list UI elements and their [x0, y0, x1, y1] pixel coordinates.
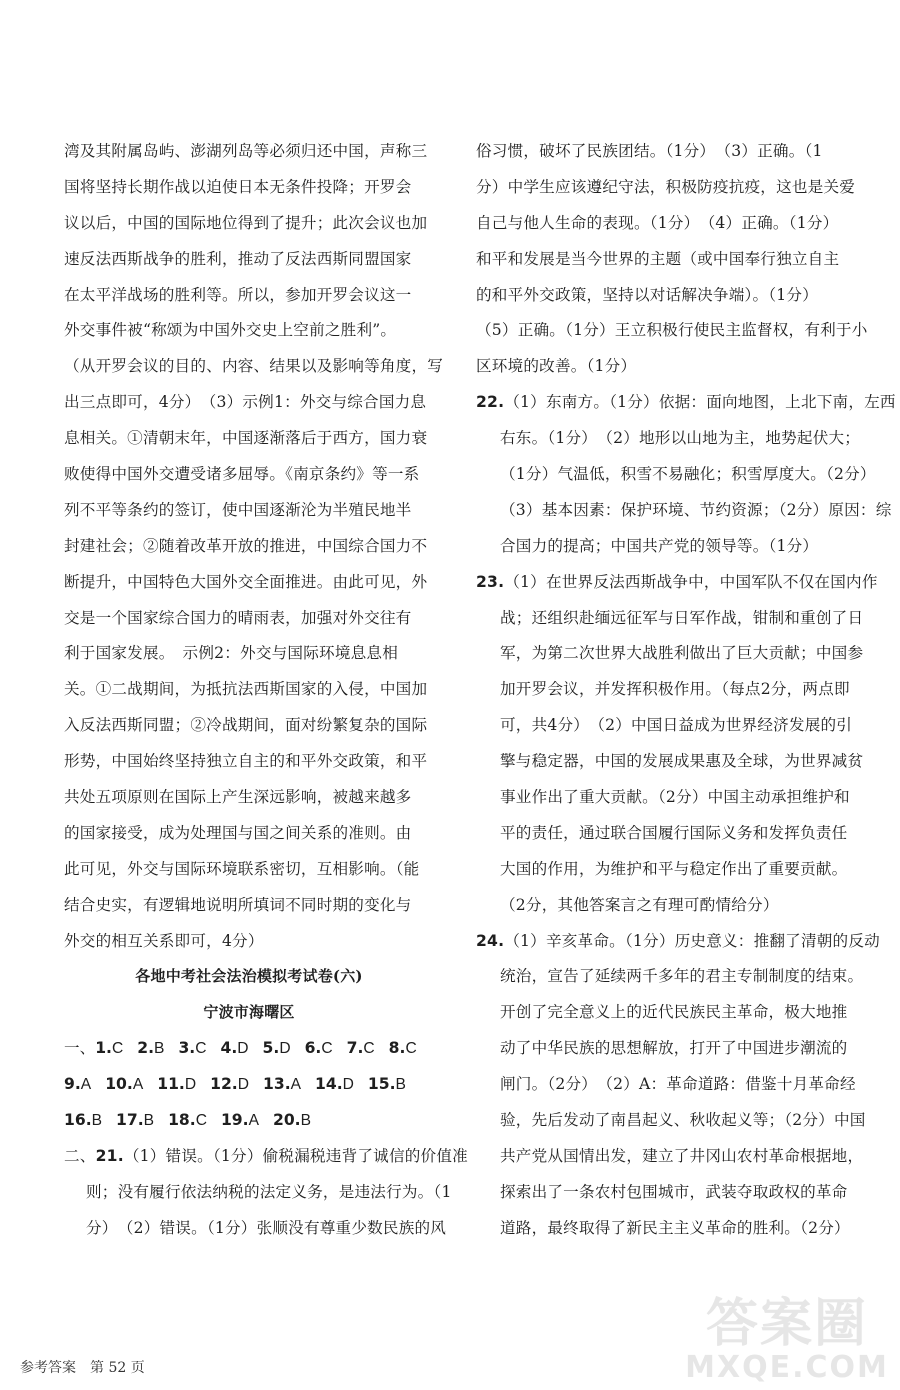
section-prefix: 一、	[64, 1039, 96, 1058]
left-column	[64, 134, 468, 1247]
answer-number: 9.	[64, 1075, 81, 1094]
text-line: 分）中学生应该遵纪守法，积极防疫抗疫，这也是关爱	[476, 177, 856, 196]
text-line: 国将坚持长期作战以迫使日本无条件投降；开罗会	[64, 177, 412, 196]
text-line	[476, 708, 860, 744]
text-line: 关。①二战期间，为抵抗法西斯国家的入侵，中国加	[64, 680, 428, 699]
answer-choice: B	[395, 1076, 406, 1094]
answer-number: 18.	[168, 1111, 196, 1130]
text-line: 结合史实，有逻辑地说明所填词不同时期的变化与	[64, 895, 412, 914]
answer-number: 19.	[220, 1111, 249, 1130]
q21-line: （1）错误。（1分）偷税漏税违背了诚信的价值准	[123, 1146, 468, 1165]
page-footer: 参考答案 第 52 页	[20, 1360, 145, 1376]
text-line: 俗习惯，破坏了民族团结。（1分） （3）正确。（1	[476, 142, 823, 160]
answer-number: 14.	[315, 1075, 343, 1094]
text-line: 自己与他人生命的表现。（1分） （4）正确。（1分）	[476, 213, 839, 232]
text-line	[476, 744, 864, 780]
answer-choice: B	[300, 1112, 312, 1130]
line-text: 合国力的提高；中国共产党的领导等。（1分）	[500, 536, 819, 555]
line-text: 探索出了一条农村包围城市，武装夺取政权的革命	[500, 1182, 848, 1201]
text-line: 议以后，中国的国际地位得到了提升；此次会议也加	[64, 213, 428, 232]
text-line	[476, 601, 864, 637]
answer-choice: A	[248, 1112, 259, 1130]
text-line	[476, 493, 892, 529]
text-line: 利于国家发展。 示例2：外交与国际环境息息相	[64, 644, 398, 663]
exam-title: 各地中考社会法治模拟考试卷(六)	[135, 967, 363, 986]
answer-number: 20.	[272, 1111, 301, 1130]
text-line: 败使得中国外交遭受诸多屈辱。《南京条约》等一系	[64, 465, 420, 484]
text-line: （5）正确。（1分）王立积极行使民主监督权，有利于小	[476, 321, 868, 340]
text-line	[476, 672, 860, 708]
answer-row	[64, 1031, 434, 1067]
text-line	[476, 852, 860, 888]
text-line: 封建社会；②随着改革开放的推进，中国综合国力不	[64, 536, 428, 555]
watermark-logo-text: 答案圈	[705, 1294, 868, 1354]
answer-number: 10.	[105, 1075, 133, 1094]
line-text: （3）基本因素：保护环境、节约资源；（2分）原因：综	[500, 500, 892, 519]
answer-number: 8.	[388, 1039, 406, 1058]
line-text: 战；还组织赴缅远征军与日军作战，钳制和重创了日	[500, 608, 864, 627]
line-text: 军，为第二次世界大战胜利做出了巨大贡献；中国参	[500, 644, 864, 663]
question-number: 23.	[476, 572, 505, 591]
text-line	[476, 1103, 866, 1139]
line-text: 道路，最终取得了新民主主义革命的胜利。（2分）	[500, 1218, 850, 1237]
text-line	[476, 636, 864, 672]
q21-line: 则；没有履行依法纳税的法定义务，是违法行为。（1	[86, 1182, 452, 1201]
text-line	[476, 816, 860, 852]
text-line: 形势，中国始终坚持独立自主的和平外交政策，和平	[64, 752, 428, 771]
answer-number: 7.	[346, 1039, 364, 1058]
text-line: 湾及其附属岛屿、澎湖列岛等必须归还中国，声称三	[64, 142, 428, 160]
answer-number: 4.	[220, 1039, 238, 1058]
text-line: 出三点即可，4分） （3）示例1：外交与综合国力息	[64, 393, 427, 412]
text-line	[476, 924, 880, 960]
answer-choice: C	[195, 1112, 207, 1130]
multiple-choice-answers	[64, 1031, 434, 1139]
text-line	[476, 959, 864, 995]
q21-number: 21.	[95, 1146, 124, 1165]
exam-subtitle: 宁波市海曙区	[203, 1003, 295, 1022]
q21-first-line	[64, 1139, 468, 1175]
text-line: 在太平洋战场的胜利等。所以，参加开罗会议这一	[64, 285, 412, 304]
text-line: 外交事件被“称颂为中国外交史上空前之胜利”。	[64, 321, 397, 340]
answer-number: 3.	[178, 1039, 196, 1058]
answer-choice: B	[143, 1112, 155, 1130]
line-text: 动了中华民族的思想解放，打开了中国进步潮流的	[500, 1039, 848, 1058]
text-line	[476, 529, 860, 565]
text-line	[476, 888, 860, 924]
text-line: 列不平等条约的签订，使中国逐渐沦为半殖民地半	[64, 500, 412, 519]
line-text: 可，共4分） （2）中国日益成为世界经济发展的引	[500, 716, 853, 735]
answer-number: 16.	[64, 1111, 92, 1130]
q21-line: 分） （2）错误。（1分）张顺没有尊重少数民族的风	[86, 1218, 447, 1237]
question-number: 22.	[476, 393, 505, 412]
line-text: 擎与稳定器，中国的发展成果惠及全球，为世界减贫	[500, 752, 864, 771]
answer-number: 6.	[304, 1039, 322, 1058]
watermark-logo	[682, 1296, 892, 1388]
text-line: 共处五项原则在国际上产生深远影响，被越来越多	[64, 788, 412, 807]
q21-section-prefix: 二、	[64, 1146, 96, 1165]
line-text: 验，先后发动了南昌起义、秋收起义等；（2分）中国	[500, 1111, 866, 1130]
line-text: 共产党从国情出发，建立了井冈山农村革命根据地，	[500, 1146, 864, 1165]
answer-choice: C	[363, 1040, 375, 1058]
line-text: （1）辛亥革命。（1分）历史意义：推翻了清朝的反动	[504, 931, 880, 950]
question-22	[476, 385, 896, 564]
text-line	[476, 1175, 860, 1211]
text-line: 速反法西斯战争的胜利，推动了反法西斯同盟国家	[64, 249, 412, 268]
answer-choice: D	[237, 1076, 249, 1094]
answer-choice: D	[279, 1040, 291, 1058]
answer-number: 2.	[137, 1039, 155, 1058]
text-line	[476, 421, 860, 457]
text-line	[476, 1211, 860, 1247]
answer-choice: B	[91, 1112, 103, 1130]
line-text: 平的责任，通过联合国履行国际义务和发挥负责任	[500, 823, 848, 842]
answer-choice: B	[154, 1040, 165, 1058]
line-text: 事业作出了重大贡献。（2分）中国主动承担维护和	[500, 788, 850, 807]
text-line: 的和平外交政策，坚持以对话解决争端）。（1分）	[476, 285, 818, 304]
answer-number: 17.	[116, 1111, 144, 1130]
answer-choice: C	[405, 1040, 417, 1058]
text-line	[476, 457, 876, 493]
question-23	[476, 565, 878, 924]
right-column	[476, 134, 896, 1247]
text-line: （从开罗会议的目的、内容、结果以及影响等角度，写	[64, 357, 444, 376]
answer-choice: D	[237, 1040, 249, 1058]
answer-choice: C	[321, 1040, 333, 1058]
text-line: 此可见，外交与国际环境联系密切，互相影响。（能	[64, 859, 420, 878]
text-line: 断提升，中国特色大国外交全面推进。由此可见，外	[64, 572, 428, 591]
answer-choice: C	[195, 1040, 207, 1058]
answer-choice: D	[342, 1076, 354, 1094]
answer-choice: C	[111, 1040, 124, 1058]
text-line: 入反法西斯同盟；②冷战期间，面对纷繁复杂的国际	[64, 716, 428, 735]
question-24	[476, 924, 880, 1247]
line-text: 右东。（1分） （2）地形以山地为主，地势起伏大；	[500, 429, 861, 448]
text-line	[476, 780, 860, 816]
answer-choice: A	[132, 1076, 144, 1094]
answer-choice: D	[184, 1076, 197, 1094]
text-line: 外交的相互关系即可，4分）	[64, 931, 264, 950]
answer-number: 15.	[367, 1075, 396, 1094]
answer-number: 1.	[95, 1039, 112, 1058]
answer-choice: A	[80, 1076, 92, 1094]
line-text: 闸门。（2分） （2）A：革命道路：借鉴十月革命经	[500, 1075, 856, 1094]
line-text: （2分，其他答案言之有理可酌情给分）	[500, 895, 779, 914]
text-line: 的国家接受，成为处理国与国之间关系的准则。由	[64, 823, 412, 842]
answer-choice: A	[290, 1076, 302, 1094]
answer-number: 13.	[263, 1075, 291, 1094]
text-line	[476, 385, 896, 421]
text-line: 和平和发展是当今世界的主题（或中国奉行独立自主	[476, 249, 840, 268]
text-line	[476, 995, 860, 1031]
answer-row	[64, 1067, 434, 1103]
line-text: （1分）气温低，积雪不易融化；积雪厚度大。（2分）	[500, 465, 876, 484]
text-line: 交是一个国家综合国力的晴雨表，加强对外交往有	[64, 608, 412, 627]
text-line: 息相关。①清朝末年，中国逐渐落后于西方，国力衰	[64, 429, 428, 448]
line-text: （1）东南方。（1分）依据：面向地图，上北下南，左西	[504, 393, 896, 412]
q21-continuation	[476, 134, 868, 385]
line-text: 开创了完全意义上的近代民族民主革命，极大地推	[500, 1003, 848, 1022]
watermark-url: MXQE.COM	[685, 1350, 889, 1385]
text-line	[476, 1031, 860, 1067]
answer-number: 12.	[210, 1075, 238, 1094]
answer-number: 11.	[157, 1075, 185, 1094]
question-number: 24.	[476, 931, 505, 950]
answer-row	[64, 1103, 434, 1139]
line-text: （1）在世界反法西斯战争中，中国军队不仅在国内作	[504, 572, 878, 591]
text-line	[476, 565, 878, 601]
line-text: 统治，宣告了延续两千多年的君主专制制度的结束。	[500, 967, 864, 986]
line-text: 加开罗会议，并发挥积极作用。（每点2分，两点即	[500, 680, 850, 699]
text-line: 区环境的改善。（1分）	[476, 357, 637, 376]
left-text-block	[64, 134, 444, 959]
answer-number: 5.	[262, 1039, 280, 1058]
text-line	[476, 1067, 860, 1103]
text-line	[476, 1139, 864, 1175]
line-text: 大国的作用，为维护和平与稳定作出了重要贡献。	[500, 859, 848, 878]
